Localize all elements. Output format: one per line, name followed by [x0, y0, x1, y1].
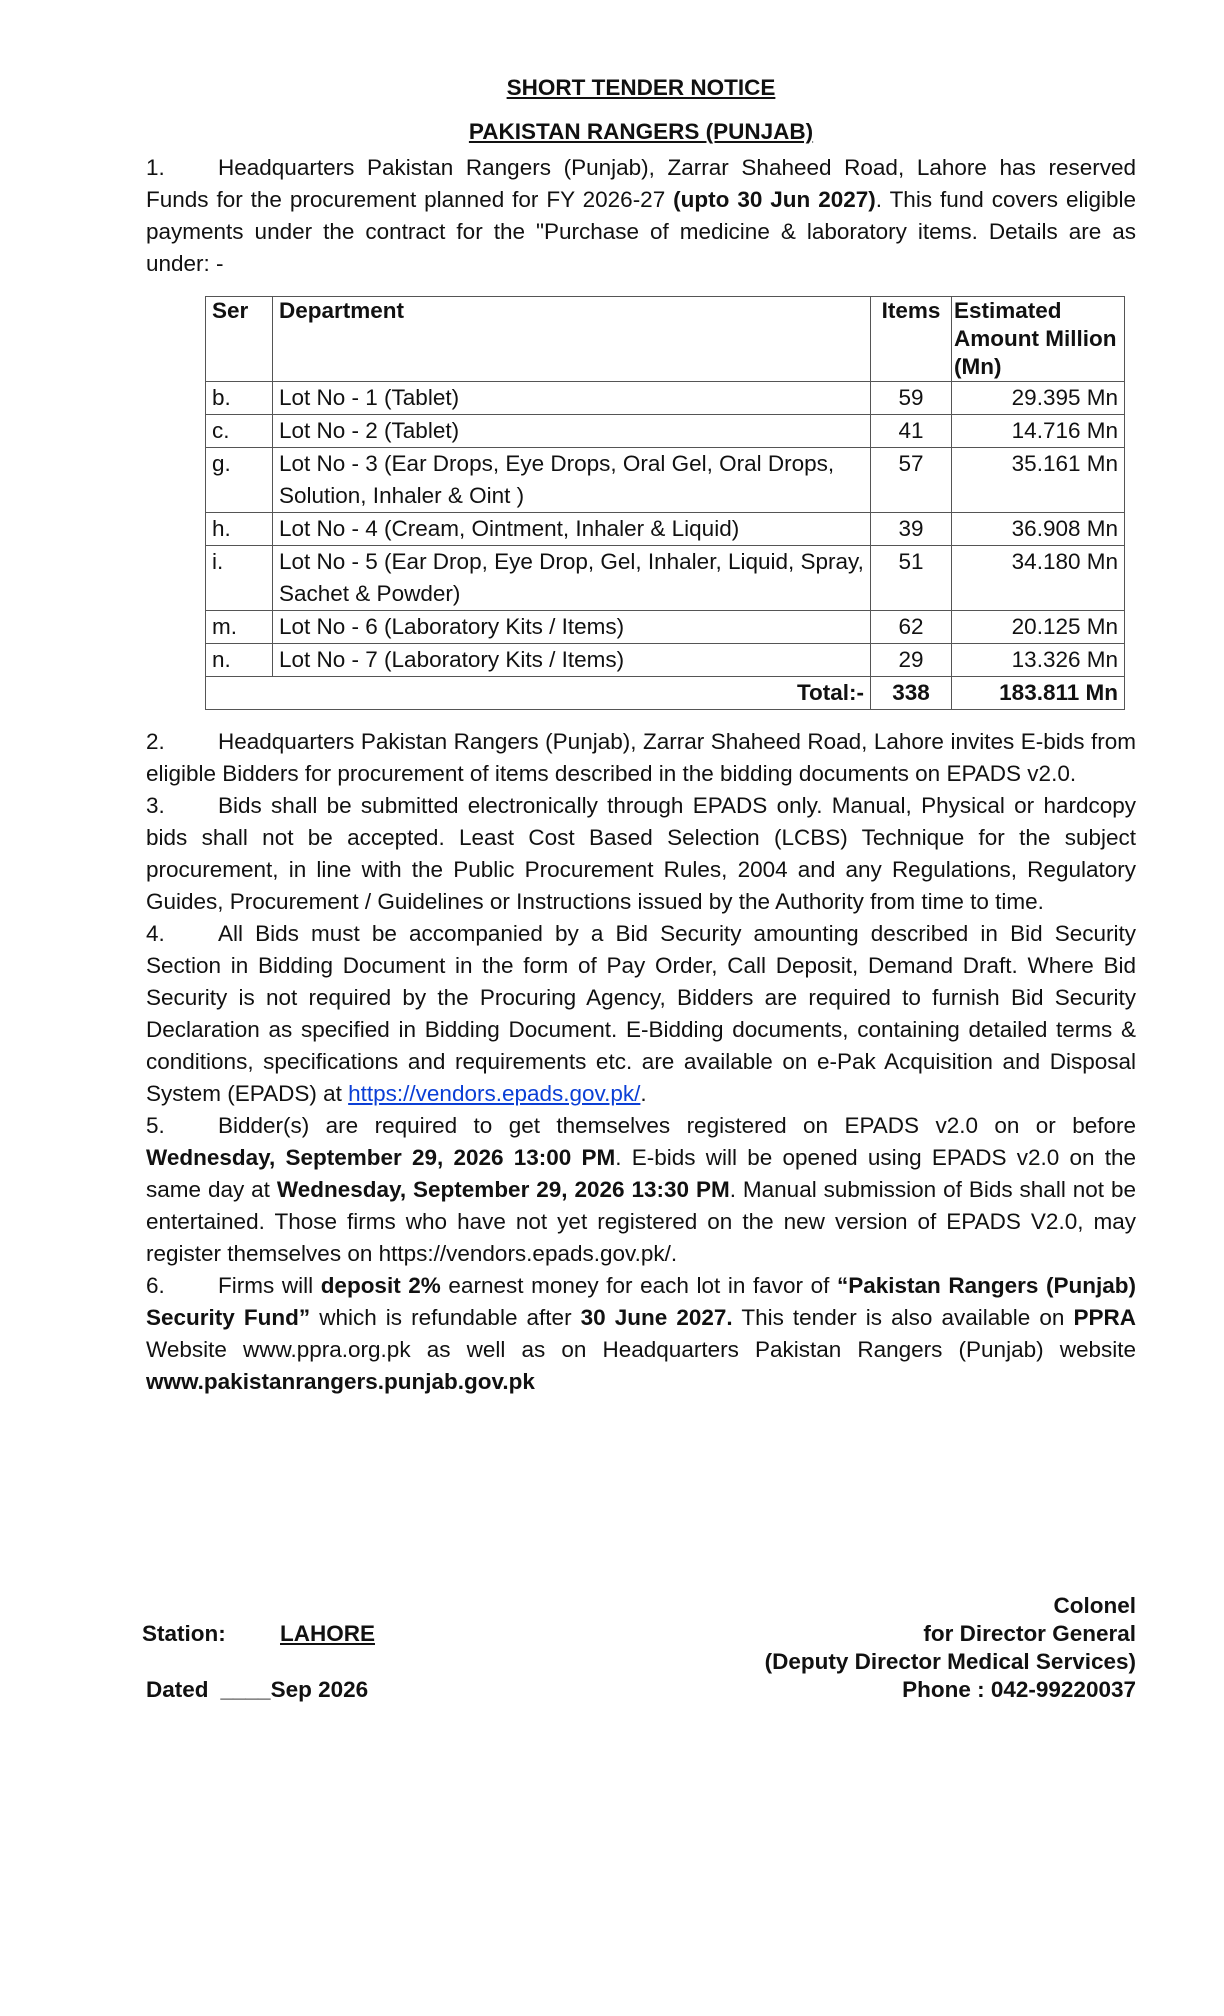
cell-department: Lot No - 4 (Cream, Ointment, Inhaler & Liquid): [273, 513, 871, 546]
cell-department: Lot No - 5 (Ear Drop, Eye Drop, Gel, Inhaler, Liquid, Spray, Sachet & Powder): [273, 546, 871, 611]
paragraph-text: earnest money for each lot in favor of: [440, 1273, 837, 1298]
table-row: [206, 644, 1125, 677]
cell-ser: g.: [206, 448, 273, 513]
tender-notice-page: [142, 72, 1137, 1702]
header-amount: Estimated Amount Million (Mn): [952, 297, 1125, 382]
paragraph-text: Bids shall be submitted electronically through EPADS only. Manual, Physical or hardcopy bids shall not be accepted. Least Cost Based Selection (LCBS) Technique for the subject procurement, in line with the Public Procurement Rules, 2004 and any Regulations, Regulatory Guides, Procurement / Guidelines or Instructions issued by the Authority from time to time.: [146, 793, 1136, 914]
paragraph-text: Headquarters Pakistan Rangers (Punjab), Zarrar Shaheed Road, Lahore has reserved Funds for the procurement planned for FY 2026-27: [146, 155, 1136, 212]
station-row: [142, 1620, 375, 1648]
paragraph-text: . This fund covers eligible payments under the contract for the "Purchase of medicine & laboratory items. Details are as under: -: [146, 187, 1137, 276]
paragraph-text: . E-bids will be opened using EPADS v2.0 on the same day at: [146, 1145, 1136, 1202]
deadline-emphasis: (upto 30 Jun 2027): [673, 187, 876, 212]
signatory-rank: Colonel: [1053, 1593, 1136, 1618]
paragraph-text: Firms will: [218, 1273, 321, 1298]
signatory-for-line: for Director General: [923, 1621, 1136, 1646]
total-amount: 183.811 Mn: [952, 677, 1125, 710]
cell-amount: 34.180 Mn: [952, 546, 1125, 611]
header-department: Department: [273, 297, 871, 382]
paragraph-6: [146, 1270, 1136, 1398]
paragraph-number: 3.: [146, 793, 165, 818]
cell-items: 41: [871, 415, 952, 448]
paragraph-text: All Bids must be accompanied by a Bid Security amounting described in Bid Security Section in Bidding Document in the form of Pay Order, Call Deposit, Demand Draft. Where Bid Security is not required by the Procuring Agency, Bidders are required to furnish Bid Security Declaration as specified in Bidding Document. E-Bidding documents, containing detailed terms & conditions, specifications and requirements etc. are available on e-Pak Acquisition and Disposal System (EPADS) at: [146, 921, 1136, 1106]
paragraph-text: Headquarters Pakistan Rangers (Punjab), Zarrar Shaheed Road, Lahore invites E-bids from eligible Bidders for procurement of items described in the bidding documents on EPADS v2.0.: [146, 729, 1136, 786]
station-label: Station:: [142, 1621, 226, 1646]
cell-department: Lot No - 6 (Laboratory Kits / Items): [273, 611, 871, 644]
cell-ser: n.: [206, 644, 273, 677]
cell-ser: h.: [206, 513, 273, 546]
cell-items: 39: [871, 513, 952, 546]
cell-items: 29: [871, 644, 952, 677]
paragraph-number: 6.: [146, 1273, 165, 1298]
paragraph-text: .: [640, 1081, 647, 1106]
signatory-designation: (Deputy Director Medical Services): [764, 1649, 1136, 1674]
dated-blank: ____: [220, 1677, 271, 1702]
table-row: [206, 611, 1125, 644]
cell-department: Lot No - 7 (Laboratory Kits / Items): [273, 644, 871, 677]
table-row: [206, 448, 1125, 513]
paragraph-text: which is refundable after: [310, 1305, 581, 1330]
cell-amount: 36.908 Mn: [952, 513, 1125, 546]
paragraph-text: This tender is also available on: [732, 1305, 1074, 1330]
epads-vendors-link[interactable]: https://vendors.epads.gov.pk/: [348, 1081, 641, 1106]
notice-title: SHORT TENDER NOTICE: [506, 75, 776, 100]
signatory: [765, 1592, 1136, 1704]
cell-items: 59: [871, 382, 952, 415]
table-header-row: [206, 297, 1125, 382]
dated-value: Sep 2026: [270, 1677, 369, 1702]
lots-table: [205, 296, 1125, 710]
paragraph-4: [146, 918, 1136, 1110]
header-ser: Ser: [206, 297, 273, 382]
paragraph-text: Website www.ppra.org.pk as well as on Headquarters Pakistan Rangers (Punjab) website: [146, 1337, 1136, 1362]
paragraph-number: 2.: [146, 729, 165, 754]
dated-row: [142, 1676, 375, 1704]
cell-items: 57: [871, 448, 952, 513]
cell-ser: i.: [206, 546, 273, 611]
total-items: 338: [871, 677, 952, 710]
refund-date: 30 June 2027.: [580, 1305, 733, 1330]
table-row: [206, 513, 1125, 546]
opening-time: Wednesday, September 29, 2026 13:30 PM: [276, 1177, 730, 1202]
cell-ser: c.: [206, 415, 273, 448]
table-total-row: [206, 677, 1125, 710]
deposit-percentage: deposit 2%: [320, 1273, 441, 1298]
cell-items: 51: [871, 546, 952, 611]
cell-amount: 29.395 Mn: [952, 382, 1125, 415]
total-label: Total:-: [206, 677, 871, 710]
cell-ser: m.: [206, 611, 273, 644]
cell-amount: 35.161 Mn: [952, 448, 1125, 513]
paragraph-number: 1.: [146, 155, 165, 180]
paragraph-text: . Manual submission of Bids shall not be entertained. Those firms who have not yet registered on the new version of EPADS V2.0, may register themselves on https://vendors.epads.gov.pk/.: [146, 1177, 1136, 1266]
cell-amount: 20.125 Mn: [952, 611, 1125, 644]
table-row: [206, 415, 1125, 448]
paragraph-text: Bidder(s) are required to get themselves registered on EPADS v2.0 on or before: [218, 1113, 1136, 1138]
dated-label: Dated: [146, 1677, 209, 1702]
cell-amount: 14.716 Mn: [952, 415, 1125, 448]
notice-subtitle: PAKISTAN RANGERS (PUNJAB): [468, 119, 814, 144]
station-date-block: [142, 1620, 375, 1704]
cell-department: Lot No - 1 (Tablet): [273, 382, 871, 415]
table-row: [206, 546, 1125, 611]
signatory-phone: Phone : 042-99220037: [902, 1677, 1136, 1702]
rangers-website: www.pakistanrangers.punjab.gov.pk: [146, 1369, 535, 1394]
paragraph-2: [146, 726, 1136, 790]
ppra-label: PPRA: [1073, 1305, 1136, 1330]
registration-deadline: Wednesday, September 29, 2026 13:00 PM: [146, 1145, 616, 1170]
paragraph-number: 5.: [146, 1113, 165, 1138]
paragraph-5: [146, 1110, 1136, 1270]
security-fund-name: “Pakistan Rangers (Punjab) Security Fund”: [146, 1273, 1136, 1330]
paragraph-number: 4.: [146, 921, 165, 946]
cell-items: 62: [871, 611, 952, 644]
table-row: [206, 382, 1125, 415]
station-value: LAHORE: [280, 1621, 375, 1646]
cell-department: Lot No - 2 (Tablet): [273, 415, 871, 448]
header-items: Items: [871, 297, 952, 382]
cell-department: Lot No - 3 (Ear Drops, Eye Drops, Oral Gel, Oral Drops, Solution, Inhaler & Oint ): [273, 448, 871, 513]
cell-ser: b.: [206, 382, 273, 415]
cell-amount: 13.326 Mn: [952, 644, 1125, 677]
paragraph-3: [146, 790, 1136, 918]
paragraph-1: [146, 152, 1136, 280]
